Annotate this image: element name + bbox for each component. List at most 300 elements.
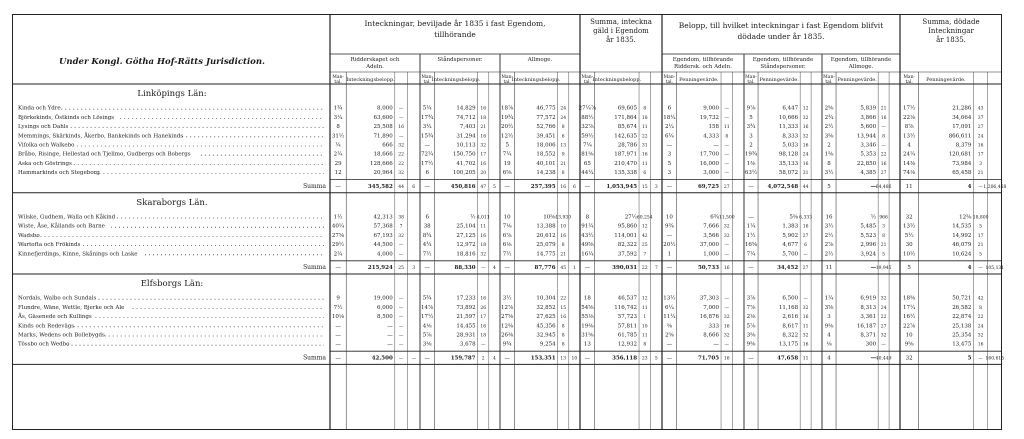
summa-penning: 6 <box>572 184 576 190</box>
amount-value: 21,286 <box>952 105 972 112</box>
amount-value: 37,000 <box>699 242 720 249</box>
amount-value: 19,732 <box>699 114 720 121</box>
mantal-value: 27⅝ <box>501 314 514 321</box>
shilling-value: 22 <box>641 134 648 140</box>
shilling-value: 16 <box>560 233 567 239</box>
amount-value: 57,811 <box>617 323 638 330</box>
mantal-value: 9¾ <box>502 341 512 348</box>
mantal-value: — <box>666 232 673 239</box>
mantal-header: tal. <box>583 80 592 85</box>
amount-value: 82,322 <box>617 242 638 249</box>
mantal-value: 2⅝ <box>664 332 674 339</box>
shilling-value: — <box>724 243 730 249</box>
shilling-value: — <box>398 106 404 112</box>
shilling-value: 8 <box>979 305 983 311</box>
shilling-value: 16 <box>560 315 567 321</box>
amount-value: 32,945 <box>536 332 556 339</box>
amount-value: 13,944 <box>856 133 877 140</box>
summa-penning: 160,615 <box>985 356 1005 362</box>
mantal-value: 12⅞ <box>501 304 514 311</box>
summa-mantal: 5 <box>907 265 911 271</box>
shilling-value: 16 <box>641 152 648 158</box>
amount-value: 27,625 <box>536 314 556 321</box>
summa-shilling: 11 <box>802 356 809 362</box>
amount-value: 6,500 <box>782 295 799 302</box>
amount-value: 11,168 <box>778 304 799 311</box>
shilling-value: — <box>398 305 404 311</box>
mantal-value: 1 <box>667 251 672 258</box>
shilling-value: 10 <box>641 324 648 330</box>
amount-value: — <box>387 332 393 339</box>
mantal-value: 6 <box>667 105 672 112</box>
mantal-value: 12½ <box>501 133 514 140</box>
shilling-value: 16 <box>802 125 809 131</box>
district-name: Vifolka och Walkebo <box>18 142 75 149</box>
shilling-value: — <box>881 125 886 131</box>
amount-value: 35,133 <box>778 160 799 167</box>
amount-value: 18,816 <box>456 251 476 258</box>
shilling-value: 24 <box>880 305 887 311</box>
amount-value: 666 <box>382 142 393 149</box>
shilling-value: 1 <box>643 315 647 321</box>
mantal-value: 16⅝ <box>744 242 758 249</box>
amount-value: 22,850 <box>856 160 877 167</box>
mantal-value: 1⅝ <box>824 151 834 158</box>
mantal-value: 10 <box>665 214 673 221</box>
summa-mantal: — <box>666 183 673 190</box>
amount-value: 3,924 <box>860 251 877 258</box>
shilling-value: — <box>398 252 404 258</box>
shilling-value: 16 <box>398 125 404 131</box>
amount-value: 25,138 <box>952 323 972 330</box>
amount-header: Penningevärde. <box>926 77 966 83</box>
amount-value: 158 <box>708 124 720 131</box>
shilling-value: 24 <box>560 106 567 112</box>
shilling-value: 32 <box>480 252 487 258</box>
mantal-header: tal. <box>825 80 833 85</box>
mantal-value: 3½ <box>824 170 834 177</box>
shilling-value: 9 <box>561 152 565 158</box>
mantal-value: 4 <box>907 142 911 149</box>
amount-value: 69,605 <box>617 105 638 112</box>
mantal-value: 1½ <box>333 214 343 221</box>
mantal-value: 19¾ <box>744 151 758 158</box>
summa-amount: 88,330 <box>454 265 476 271</box>
amount-value: 10,304 <box>536 295 556 302</box>
shilling-value: 27 <box>977 125 984 131</box>
amount-value: 3,566 <box>703 232 720 239</box>
district-name: Bråbo, Risinge, Hellestad och Tjellmo, Gudbergs och Bobergs <box>18 151 191 158</box>
shilling-value: 6 <box>804 243 808 249</box>
shilling-value: — <box>803 296 808 302</box>
mantal-value: 6⅝ <box>502 170 512 177</box>
amount-value: 12⅝ <box>959 214 972 221</box>
summa-mantal: — <box>504 355 510 362</box>
shilling-value: 8 <box>561 171 565 177</box>
amount-value: 3,678 <box>459 341 476 348</box>
shilling-value: 5 <box>979 252 983 258</box>
summa-shilling: 47 <box>480 184 487 190</box>
amount-value: 25,508 <box>373 124 393 131</box>
subgroup-title: Egendom, tillhörande <box>672 57 734 63</box>
mantal-header: tal. <box>334 80 342 85</box>
shilling-value: — <box>724 171 730 177</box>
amount-value: 18,666 <box>373 151 393 158</box>
mantal-value: 1¼ <box>746 223 756 230</box>
amount-value: 16,000 <box>699 160 720 167</box>
mantal-value: 10⅛ <box>331 314 345 321</box>
summa-amount: — <box>870 355 877 362</box>
mantal-value: 1¾ <box>333 105 343 112</box>
shilling-value: 16 <box>480 106 487 112</box>
shilling-value: 17 <box>480 315 487 321</box>
mantal-value: 3⅝ <box>824 304 834 311</box>
summa-amount: — <box>870 183 877 190</box>
mantal-value: 5 <box>667 160 672 167</box>
shilling-value: 17 <box>977 233 984 239</box>
shilling-value: 11 <box>641 125 648 131</box>
shilling-value: 8 <box>643 342 647 348</box>
mantal-value: 2½ <box>824 251 834 258</box>
summa-shilling: — <box>480 266 486 271</box>
shilling-value: 8 <box>882 134 886 140</box>
shilling-value: 13,930 <box>555 215 572 221</box>
mantal-value: ⅝ <box>666 323 673 330</box>
shilling-value: 42 <box>641 233 648 239</box>
mantal-value: 2⅞ <box>824 242 834 249</box>
mantal-value: 2¼ <box>333 251 343 258</box>
mantal-value: 8¾ <box>422 232 432 239</box>
summa-mantal: — <box>424 183 430 190</box>
mantal-value: 7⅞ <box>746 304 756 311</box>
mantal-value: — <box>748 214 754 221</box>
section-title: Elfsborgs Län: <box>140 279 204 289</box>
district-name: Nordals, Walbo och Sundals <box>18 295 97 302</box>
amount-value: 5,600 <box>860 124 877 131</box>
summa-shilling: 25 <box>398 266 404 271</box>
shilling-value: 16 <box>480 324 487 330</box>
amount-header: Penningevärde. <box>679 77 719 83</box>
mantal-value: 8 <box>585 214 590 221</box>
mantal-value: 14⅜ <box>903 160 916 167</box>
mantal-value: 22⅛ <box>903 114 916 121</box>
summa-mantal: — <box>666 355 673 362</box>
amount-value: 85,674 <box>617 124 638 131</box>
amount-value: 333 <box>708 323 720 330</box>
mantal-value: 3¼ <box>422 124 432 131</box>
amount-value: 13,475 <box>952 341 972 348</box>
amount-value: 11,333 <box>778 124 799 131</box>
mantal-value: 2½ <box>824 124 834 131</box>
amount-value: 27,125 <box>456 232 476 239</box>
subgroup-title: Allmoge. <box>848 64 874 70</box>
mantal-value: 7½ <box>422 251 432 258</box>
amount-value: 5,902 <box>782 232 799 239</box>
mantal-value: 6⅞ <box>502 232 512 239</box>
amount-value: 26,582 <box>952 304 972 311</box>
subgroup-title: Egendom, tillhörande <box>830 57 892 63</box>
mantal-value: 3 <box>667 170 672 177</box>
mantal-value: 9⅝ <box>904 341 914 348</box>
amount-header: Inteckningsbelopp. <box>346 77 395 83</box>
mantal-value: 24¼ <box>903 151 916 158</box>
amount-value: 28,931 <box>456 332 476 339</box>
mantal-value: 88½ <box>581 114 594 121</box>
mantal-value: 49⅝ <box>581 242 594 249</box>
amount-value: 150,750 <box>452 151 476 158</box>
amount-value: 8,322 <box>782 332 799 339</box>
summa-amount: 69,725 <box>697 183 720 190</box>
amount-value: 128,666 <box>370 160 393 167</box>
mantal-value: — <box>335 323 341 330</box>
shilling-value: — <box>724 342 730 348</box>
amount-value: 45,356 <box>536 323 556 330</box>
shilling-value: 24 <box>977 324 984 330</box>
amount-value: 8,313 <box>860 304 877 311</box>
shilling-value: — <box>398 324 404 330</box>
shilling-value: — <box>398 315 404 321</box>
amount-value: 5,353 <box>860 151 877 158</box>
amount-value: 8,379 <box>955 142 972 149</box>
summa-shilling: — <box>978 184 983 190</box>
shilling-value: 18,800 <box>972 215 989 221</box>
district-name: Flundre, Wäne, Wettle, Bjerke och Ale <box>18 304 125 311</box>
summa-shilling: — <box>978 266 983 271</box>
shilling-value: 4,011 <box>476 215 490 221</box>
mantal-value: 2⅝ <box>824 105 834 112</box>
column-group-title: Inteckningar <box>928 27 974 35</box>
column-group-title: Summa, dödade <box>922 18 980 26</box>
amount-value: 135,338 <box>614 170 638 177</box>
amount-value: 10,113 <box>456 142 476 149</box>
amount-value: 65,458 <box>952 170 972 177</box>
amount-header: Inteckningsbelopp. <box>431 77 481 83</box>
mantal-value: 20½ <box>501 124 514 131</box>
mantal-value: 17¾ <box>421 114 434 121</box>
amount-value: 6,447 <box>782 105 799 112</box>
shilling-value: — <box>724 305 730 311</box>
mantal-value: 91¼ <box>581 223 594 230</box>
mantal-value: 6⅛ <box>502 242 512 249</box>
ledger-table <box>12 14 1007 430</box>
amount-value: 8,500 <box>377 314 393 321</box>
summa-penning: 10 <box>571 356 578 362</box>
mantal-value: 27⅝ <box>331 232 345 239</box>
mantal-value: 8⅞ <box>904 124 914 131</box>
mantal-header: Man- <box>501 75 514 80</box>
amount-value: 3,000 <box>703 170 720 177</box>
amount-value: 3,361 <box>860 314 877 321</box>
summa-amount: 71,705 <box>697 355 720 362</box>
shilling-value: 11 <box>802 324 809 330</box>
section-title: Skaraborgs Län. <box>136 197 208 208</box>
amount-value: 14,455 <box>456 323 476 330</box>
mantal-value: 3 <box>749 133 753 140</box>
shilling-value: 8 <box>561 342 565 348</box>
shilling-value: 16 <box>880 115 887 121</box>
shilling-value: 966 <box>879 215 888 221</box>
shilling-value: 5 <box>979 224 983 230</box>
shilling-value: 15 <box>560 305 567 311</box>
mantal-value: 3 <box>667 151 672 158</box>
amount-value: 27½ <box>624 214 638 221</box>
mantal-value: 18⅞ <box>501 105 514 112</box>
summa-shilling: 19,945 <box>875 266 892 271</box>
mantal-value: 9 <box>336 295 340 302</box>
amount-value: 50,721 <box>952 295 972 302</box>
district-name: Aska och Göstrings <box>18 160 72 167</box>
column-group-title: gäld i Egendom <box>593 27 649 35</box>
amount-value: 114,001 <box>614 232 638 239</box>
mantal-value: 9⅝ <box>746 341 756 348</box>
amount-value: 25,079 <box>536 242 556 249</box>
amount-value: 42,313 <box>373 214 393 221</box>
shilling-value: 8 <box>643 106 647 112</box>
summa-amount: 153,351 <box>530 355 556 362</box>
shilling-value: 16 <box>977 342 984 348</box>
shilling-value: — <box>881 143 886 149</box>
summa-mantal: 11 <box>825 265 833 271</box>
amount-value: 95,860 <box>617 223 638 230</box>
district-name: Kinda och Ydre <box>18 105 61 112</box>
mantal-value: — <box>335 332 341 339</box>
amount-value: — <box>387 341 393 348</box>
amount-value: 74,712 <box>456 114 476 121</box>
mantal-value: 3¼ <box>333 114 343 121</box>
summa-amount: 87,776 <box>534 265 556 271</box>
shilling-value: 16 <box>802 143 809 149</box>
summa-shilling: 45 <box>560 266 567 271</box>
amount-value: 17,091 <box>952 124 972 131</box>
mantal-value: 2 <box>827 142 831 149</box>
mantal-value: 6 <box>425 170 429 177</box>
amount-value: 67,193 <box>373 232 393 239</box>
amount-value: 5⅝ <box>789 214 799 221</box>
mantal-value: 30 <box>905 242 913 249</box>
amount-value: 10,666 <box>778 114 799 121</box>
shilling-value: 3 <box>979 161 983 167</box>
amount-value: 25,354 <box>952 332 972 339</box>
shilling-value: 22 <box>398 152 404 158</box>
shilling-value: 27 <box>880 171 887 177</box>
mantal-value: 16½ <box>903 314 916 321</box>
shilling-value: — <box>724 252 730 258</box>
subgroup-title: Ståndspersoner. <box>760 64 806 70</box>
shilling-value: 25 <box>641 243 648 249</box>
amount-value: 13,175 <box>778 341 799 348</box>
shilling-value: 16 <box>480 161 487 167</box>
amount-value: 8,333 <box>782 133 799 140</box>
summa-shilling: — <box>398 356 404 362</box>
column-group-title: år 1835. <box>936 36 966 44</box>
shilling-value: 38 <box>398 215 404 221</box>
shilling-value: 5 <box>882 252 886 258</box>
mantal-value: 8 <box>336 124 340 131</box>
summa-mantal: 11 <box>905 183 913 190</box>
mantal-value: 63½ <box>744 170 758 177</box>
shilling-value: 3 <box>882 224 886 230</box>
shilling-value: 60,254 <box>636 215 653 221</box>
mantal-value: 8 <box>827 160 831 167</box>
summa-amount: 215,924 <box>367 265 393 271</box>
amount-value: 210,470 <box>614 160 638 167</box>
mantal-value: 1⅜ <box>746 160 756 167</box>
mantal-value: 2¾ <box>824 114 834 121</box>
summa-shilling: 2 <box>481 356 485 362</box>
amount-value: 18,552 <box>536 151 556 158</box>
shilling-value: 27 <box>880 324 887 330</box>
summa-mantal: — <box>584 265 591 271</box>
amount-value: 4,000 <box>377 251 393 258</box>
amount-value: 14,992 <box>952 232 972 239</box>
shilling-value: — <box>724 161 730 167</box>
summa-penning: 4 <box>492 356 496 362</box>
district-name: Marks, Wedens och Bollebygds <box>18 332 105 339</box>
shilling-value: 17 <box>977 152 984 158</box>
shilling-value: — <box>480 342 486 348</box>
column-group-title: tillhörande <box>434 30 476 39</box>
summa-amount: 345,582 <box>367 183 393 190</box>
amount-value: 28,786 <box>617 142 638 149</box>
amount-value: 17,233 <box>456 295 476 302</box>
mantal-value: 7½ <box>333 304 343 311</box>
amount-value: — <box>713 341 720 348</box>
amount-value: 52,766 <box>536 124 556 131</box>
amount-value: 866,611 <box>948 133 972 140</box>
mantal-value: 3⅞ <box>746 295 756 302</box>
amount-value: 17,700 <box>699 151 720 158</box>
amount-value: 4,385 <box>860 170 877 177</box>
mantal-value: 18⅝ <box>903 295 916 302</box>
shilling-value: — <box>724 106 730 112</box>
summa-mantal: — <box>748 355 754 362</box>
district-name: Wilske, Gudhem, Walla och Kåkind <box>18 214 116 221</box>
shilling-value: 43 <box>977 106 984 112</box>
summa-amount: 1,053,945 <box>606 183 638 190</box>
shilling-value: 32 <box>802 134 809 140</box>
amount-value: 20,964 <box>373 170 393 177</box>
shilling-value: 32 <box>802 115 809 121</box>
section-title: Linköpings Län: <box>137 89 207 99</box>
shilling-value: 37 <box>977 115 984 121</box>
amount-value: 171,864 <box>614 114 638 121</box>
shilling-value: — <box>724 152 730 158</box>
amount-value: 13,388 <box>536 223 556 230</box>
shilling-value: 26 <box>480 305 487 311</box>
shilling-value: 12 <box>641 296 648 302</box>
summa-shilling: 27 <box>723 184 730 190</box>
shilling-value: 18 <box>641 115 648 121</box>
mantal-value: 10½ <box>903 251 916 258</box>
shilling-value: 32 <box>398 233 404 239</box>
subgroup-title: Allmoge. <box>527 57 553 63</box>
shilling-value: 21 <box>480 125 487 131</box>
summa-amount: 42,500 <box>371 355 393 362</box>
subgroup-title: Riddersk. och Adeln. <box>674 64 732 70</box>
amount-value: 2,616 <box>782 314 799 321</box>
amount-value: 57,723 <box>617 314 638 321</box>
mantal-value: 9⅞ <box>746 105 756 112</box>
summa-label: Summa <box>303 354 326 362</box>
shilling-value: 21 <box>880 106 887 112</box>
amount-value: — <box>387 323 393 330</box>
mantal-header: tal. <box>665 80 674 85</box>
amount-value: 32,852 <box>536 304 556 311</box>
amount-value: 8,371 <box>860 332 877 339</box>
amount-value: 40,101 <box>536 160 556 167</box>
amount-value: 14,829 <box>456 105 476 112</box>
amount-value: 100,205 <box>452 170 476 177</box>
